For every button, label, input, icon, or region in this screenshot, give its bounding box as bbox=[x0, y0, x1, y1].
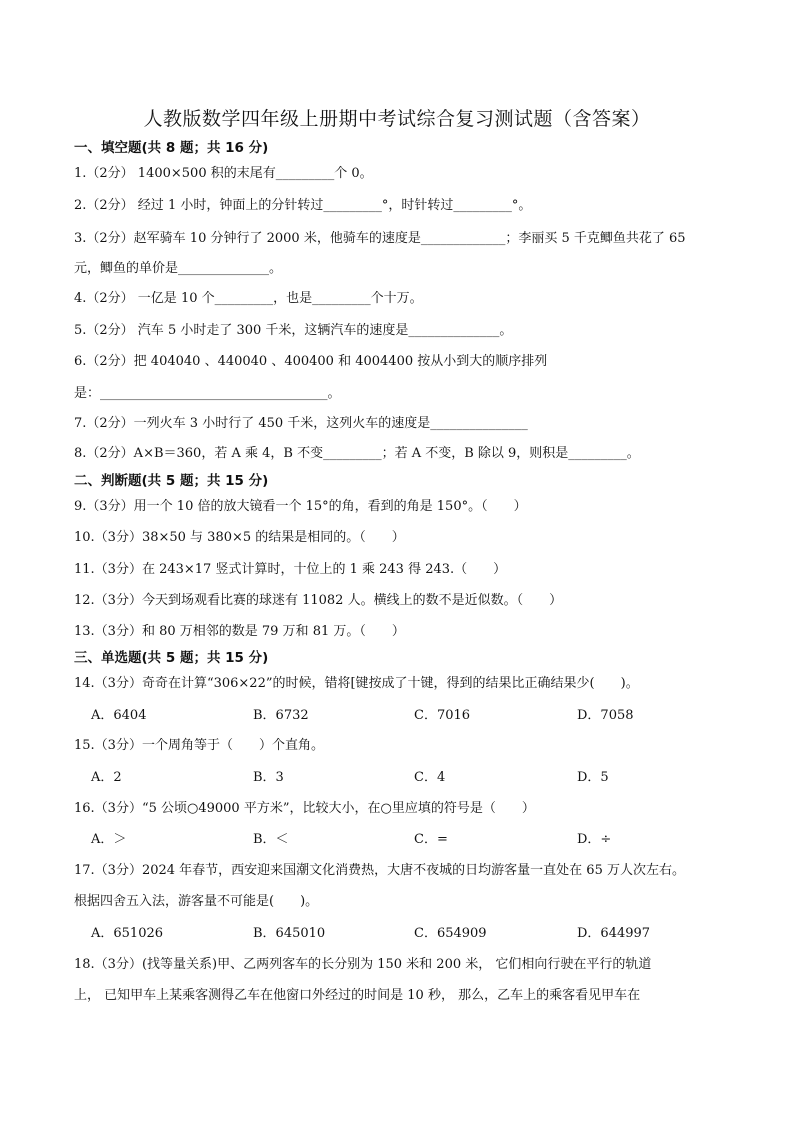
question-18-line-1: 18.（3分）(找等量关系)甲、乙两列客车的长分别为 150 米和 200 米， 它们相向行驶在平行的轨道 bbox=[74, 957, 652, 972]
question-8: 8.（2分）A×B＝360，若 A 乘 4，B 不变_________；若 A 不变，B 除以 9，则积是_________。 bbox=[74, 446, 640, 461]
section-fill-blank-heading: 一、填空题(共 8 题；共 16 分) bbox=[74, 140, 269, 156]
exam-title: 人教版数学四年级上册期中考试综合复习测试题（含答案） bbox=[143, 108, 651, 130]
question-15: 15.（3分）一个周角等于（ ）个直角。 bbox=[74, 738, 324, 753]
question-14: 14.（3分）奇奇在计算“306×22”的时候，错将[键按成了十键，得到的结果比正确结果少( )。 bbox=[74, 676, 639, 691]
question-11: 11.（3分）在 243×17 竖式计算时，十位上的 1 乘 243 得 243.（ ） bbox=[74, 562, 507, 577]
question-3-line-1: 3.（2分）赵军骑车 10 分钟行了 2000 米，他骑车的速度是_____________；李丽买 5 千克鲫鱼共花了 65 bbox=[74, 231, 686, 246]
section-single-choice-heading: 三、单选题(共 5 题；共 15 分) bbox=[74, 650, 269, 666]
question-13: 13.（3分）和 80 万相邻的数是 79 万和 81 万。（ ） bbox=[74, 624, 405, 639]
question-17-option-a: A．651026 bbox=[91, 926, 164, 941]
question-18-line-2: 上， 已知甲车上某乘客测得乙车在他窗口外经过的时间是 10 秒， 那么，乙车上的乘客看见甲车在 bbox=[74, 988, 641, 1003]
section-true-false-heading: 二、判断题(共 5 题；共 15 分) bbox=[74, 473, 269, 489]
question-10: 10.（3分）38×50 与 380×5 的结果是相同的。（ ） bbox=[74, 530, 405, 545]
question-16: 16.（3分）“5 公顷○49000 平方米”，比较大小，在○里应填的符号是（ ） bbox=[74, 801, 535, 816]
question-17-line-2: 根据四舍五入法，游客量不可能是( )。 bbox=[74, 894, 319, 909]
question-14-option-c: C．7016 bbox=[414, 708, 471, 723]
question-17-option-d: D．644997 bbox=[577, 926, 651, 941]
question-15-option-b: B．3 bbox=[253, 770, 284, 785]
question-6-line-2: 是：___________________________________。 bbox=[74, 386, 341, 401]
question-15-option-d: D．5 bbox=[577, 770, 609, 785]
question-16-option-a: A．＞ bbox=[91, 832, 127, 847]
question-14-option-a: A．6404 bbox=[91, 708, 147, 723]
question-15-option-c: C．4 bbox=[414, 770, 446, 785]
question-1: 1.（2分） 1400×500 积的末尾有_________个 0。 bbox=[74, 166, 373, 181]
question-9: 9.（3分）用一个 10 倍的放大镜看一个 15°的角，看到的角是 150°。（ ） bbox=[74, 499, 527, 514]
question-14-option-b: B．6732 bbox=[253, 708, 309, 723]
question-4: 4.（2分） 一亿是 10 个_________，也是_________个十万。 bbox=[74, 291, 423, 306]
question-16-option-d: D．÷ bbox=[577, 832, 612, 847]
question-15-option-a: A．2 bbox=[91, 770, 122, 785]
question-16-option-c: C．= bbox=[414, 832, 448, 847]
question-6-line-1: 6.（2分）把 404040 、440040 、400400 和 4004400 按从小到大的顺序排列 bbox=[74, 354, 548, 369]
question-17-option-c: C．654909 bbox=[414, 926, 487, 941]
question-7: 7.（2分）一列火车 3 小时行了 450 千米，这列火车的速度是_______________ bbox=[74, 416, 528, 431]
question-3-line-2: 元，鲫鱼的单价是______________。 bbox=[74, 261, 283, 276]
question-5: 5.（2分） 汽车 5 小时走了 300 千米，这辆汽车的速度是______________。 bbox=[74, 323, 513, 338]
question-17-option-b: B．645010 bbox=[253, 926, 326, 941]
question-2: 2.（2分） 经过 1 小时，钟面上的分针转过_________°，时针转过_________°。 bbox=[74, 198, 532, 213]
question-17-line-1: 17.（3分）2024 年春节，西安迎来国潮文化消费热，大唐不夜城的日均游客量一直处在 65 万人次左右。 bbox=[74, 863, 685, 878]
question-12: 12.（3分）今天到场观看比赛的球迷有 11082 人。横线上的数不是近似数。（ ） bbox=[74, 593, 563, 608]
question-16-option-b: B．＜ bbox=[253, 832, 289, 847]
question-14-option-d: D．7058 bbox=[577, 708, 634, 723]
